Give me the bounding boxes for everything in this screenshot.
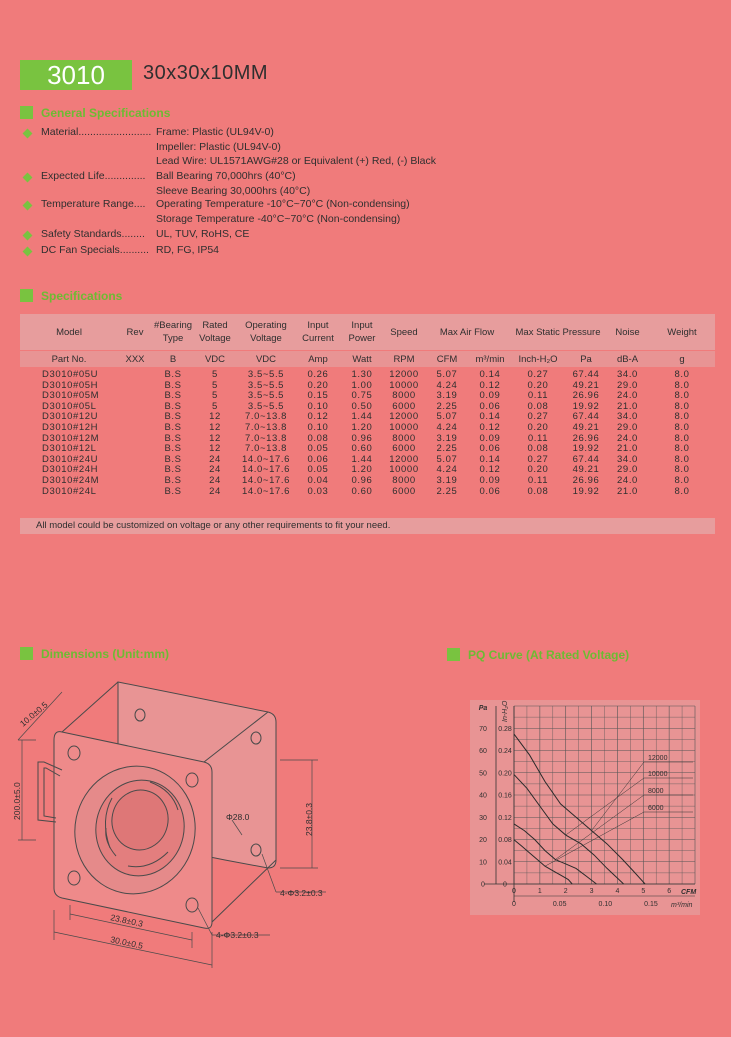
table-cell: 0.26 bbox=[307, 369, 329, 380]
table-cell: 67.44 bbox=[572, 369, 600, 380]
table-cell: 0.11 bbox=[527, 432, 549, 444]
table-cell: 49.21 bbox=[572, 464, 600, 476]
th-input-current: Input Current bbox=[296, 314, 340, 351]
x-tick-label: 2 bbox=[563, 888, 568, 895]
series-label: 10000 bbox=[648, 771, 668, 778]
customization-note bbox=[20, 518, 715, 534]
table-cell: 5.07 bbox=[436, 453, 458, 465]
part-number-cell: D3010#12M bbox=[42, 432, 100, 444]
unit-cell: g bbox=[649, 351, 715, 368]
part-number-cell: D3010#12L bbox=[42, 443, 97, 455]
table-cell: 8.0 bbox=[674, 485, 690, 497]
x-axis-label: CFM bbox=[681, 889, 697, 896]
unit-cell: VDC bbox=[194, 351, 236, 368]
dim-frame-width-label: 30.0±0.5 bbox=[109, 934, 144, 951]
table-cell: 0.09 bbox=[479, 474, 501, 486]
table-cell: 3.19 bbox=[436, 390, 458, 402]
table-cell: 8.0 bbox=[674, 369, 690, 380]
table-cell: 0.96 bbox=[351, 432, 373, 444]
table-cell: 0.14 bbox=[479, 411, 501, 423]
y-tick-label: 50 bbox=[479, 770, 487, 778]
table-cell bbox=[118, 402, 152, 413]
x-tick-label: 5 bbox=[641, 888, 646, 895]
y-tick-label: 20 bbox=[479, 837, 487, 844]
table-cell: 12000 bbox=[389, 453, 419, 465]
table-cell: 7.0~13.8 bbox=[244, 421, 288, 433]
table-cell: 10000 bbox=[389, 379, 419, 391]
spec-bullet-icon bbox=[23, 129, 33, 139]
table-cell: 14.0~17.6 bbox=[242, 474, 290, 486]
table-cell: 21.0 bbox=[617, 485, 638, 497]
y-tick-label: 40 bbox=[479, 792, 487, 800]
dim-horizontal-hole-pitch-label: 23.8±0.3 bbox=[109, 912, 144, 929]
x2-tick-label: 0.05 bbox=[552, 901, 567, 908]
table-cell: B.S bbox=[164, 390, 182, 402]
table-cell: B.S bbox=[164, 369, 182, 380]
table-cell: 67.44 bbox=[572, 453, 600, 465]
table-cell bbox=[118, 423, 152, 434]
pq-section-marker bbox=[447, 648, 460, 661]
table-header-row bbox=[20, 314, 715, 351]
y2-axis-label: In-H₂O bbox=[502, 700, 509, 722]
table-cell: 3.19 bbox=[436, 474, 458, 486]
x-tick-label: 4 bbox=[615, 888, 620, 895]
table-cell: 0.05 bbox=[307, 464, 329, 476]
table-cell: 5.07 bbox=[436, 411, 458, 423]
y-tick-label: 30 bbox=[479, 814, 487, 822]
part-number-cell: D3010#24H bbox=[42, 464, 99, 476]
table-cell: 0.09 bbox=[479, 390, 501, 402]
table-cell: 0.08 bbox=[307, 432, 329, 444]
table-cell: 8000 bbox=[392, 432, 416, 444]
table-cell bbox=[118, 412, 152, 423]
table-cell: 26.96 bbox=[572, 474, 600, 486]
unit-cell: Part No. bbox=[20, 351, 118, 368]
table-cell: 0.15 bbox=[307, 390, 329, 402]
th-rated-voltage: Rated Voltage bbox=[194, 314, 236, 351]
series-label: 8000 bbox=[648, 788, 664, 795]
table-cell: 3.5~5.5 bbox=[247, 400, 285, 412]
y2-tick-label: 0.12 bbox=[498, 814, 512, 822]
table-cell: 8.0 bbox=[674, 411, 690, 423]
table-cell: 19.92 bbox=[572, 400, 600, 412]
unit-cell: dB-A bbox=[606, 351, 649, 368]
table-cell: 0.12 bbox=[479, 379, 501, 391]
pq-chart bbox=[470, 700, 700, 915]
table-cell: 12 bbox=[209, 411, 221, 423]
y2-tick-label: 0.24 bbox=[498, 748, 512, 755]
table-cell: 8.0 bbox=[674, 432, 690, 444]
table-cell: 8.0 bbox=[674, 453, 690, 465]
dimensions-section-marker bbox=[20, 647, 33, 660]
x2-tick-label: 0.15 bbox=[644, 901, 658, 908]
th-weight: Weight bbox=[649, 314, 715, 351]
table-row bbox=[20, 423, 715, 434]
y-tick-label: 60 bbox=[479, 748, 487, 755]
table-cell: 5 bbox=[212, 379, 218, 391]
table-cell: 3.19 bbox=[436, 432, 458, 444]
table-cell: 10000 bbox=[389, 464, 419, 476]
spec-label: Safety Standards........ bbox=[41, 228, 145, 240]
series-label: 6000 bbox=[648, 805, 664, 812]
model-badge: 3010 bbox=[20, 60, 132, 90]
table-cell: 0.06 bbox=[479, 400, 501, 412]
y2-tick-label: 0.08 bbox=[498, 837, 512, 844]
table-cell: 8.0 bbox=[674, 474, 690, 486]
spec-value: Operating Temperature -10°C~70°C (Non-condensing) bbox=[156, 198, 410, 210]
table-cell bbox=[118, 444, 152, 455]
table-cell: 0.06 bbox=[479, 443, 501, 455]
table-cell: 0.20 bbox=[527, 421, 549, 433]
table-cell: B.S bbox=[164, 400, 182, 412]
table-cell: 0.03 bbox=[307, 485, 329, 497]
dimension-drawing bbox=[0, 670, 360, 970]
table-cell: 6000 bbox=[392, 400, 416, 412]
spec-value: RD, FG, IP54 bbox=[156, 244, 220, 256]
dim-vertical-hole-pitch-label: 23.8±0.3 bbox=[304, 802, 314, 836]
table-cell: 67.44 bbox=[572, 411, 600, 423]
table-cell: 0.60 bbox=[351, 485, 373, 497]
table-cell: 26.96 bbox=[572, 390, 600, 402]
table-cell: 0.96 bbox=[351, 474, 373, 486]
table-cell: 2.25 bbox=[436, 443, 458, 455]
table-cell: 0.27 bbox=[527, 411, 549, 423]
table-row bbox=[20, 487, 715, 498]
y-tick-label: 0 bbox=[481, 881, 485, 889]
table-cell: 0.50 bbox=[351, 400, 373, 412]
table-cell: 10000 bbox=[389, 421, 419, 433]
table-cell: 4.24 bbox=[436, 464, 458, 476]
table-cell: 0.12 bbox=[479, 421, 501, 433]
table-cell: 14.0~17.6 bbox=[242, 453, 290, 465]
table-cell: 8.0 bbox=[674, 443, 690, 455]
specs-section-title: Specifications bbox=[41, 289, 123, 303]
y-tick-label: 10 bbox=[479, 859, 487, 867]
table-cell: 8.0 bbox=[674, 464, 690, 476]
table-cell bbox=[118, 370, 152, 381]
table-cell: 12000 bbox=[389, 369, 419, 380]
table-cell: 0.12 bbox=[479, 464, 501, 476]
general-section-title: General Specifications bbox=[41, 106, 171, 120]
table-cell: 1.00 bbox=[351, 379, 373, 391]
table-cell: 49.21 bbox=[572, 421, 600, 433]
table-cell: 14.0~17.6 bbox=[242, 464, 290, 476]
spec-value: Storage Temperature -40°C~70°C (Non-condensing) bbox=[156, 212, 401, 225]
table-cell: 5.07 bbox=[436, 369, 458, 380]
table-cell: 29.0 bbox=[617, 379, 638, 391]
table-cell: 6000 bbox=[392, 443, 416, 455]
th-speed: Speed bbox=[384, 314, 424, 351]
part-number-cell: D3010#24L bbox=[42, 485, 97, 497]
table-cell: 24 bbox=[209, 453, 221, 465]
table-cell: 0.08 bbox=[527, 485, 549, 497]
part-number-cell: D3010#05L bbox=[42, 400, 97, 412]
part-number-cell: D3010#05U bbox=[42, 369, 99, 380]
spec-value: Lead Wire: UL1571AWG#28 or Equivalent (+) Red, (-) Black bbox=[156, 155, 437, 167]
table-cell: 8.0 bbox=[674, 421, 690, 433]
table-cell: 29.0 bbox=[617, 421, 638, 433]
series-label: 12000 bbox=[648, 755, 668, 762]
table-cell: 4.24 bbox=[436, 421, 458, 433]
table-cell: B.S bbox=[164, 443, 182, 455]
unit-cell: Inch-H₂O bbox=[510, 351, 566, 368]
table-cell: 8000 bbox=[392, 390, 416, 402]
table-cell: 8.0 bbox=[674, 379, 690, 391]
y2-tick-label: 0.04 bbox=[498, 859, 512, 867]
unit-cell: RPM bbox=[384, 351, 424, 368]
spec-bullet-icon bbox=[23, 201, 33, 211]
table-cell: 24 bbox=[209, 464, 221, 476]
table-cell: 0.14 bbox=[479, 453, 501, 465]
spec-label: DC Fan Specials.......... bbox=[41, 244, 149, 256]
y2-tick-label: 0.20 bbox=[498, 770, 512, 778]
y2-tick-label: 0.28 bbox=[498, 725, 512, 733]
table-cell: 8.0 bbox=[674, 390, 690, 402]
table-cell: B.S bbox=[164, 379, 182, 391]
spec-table bbox=[20, 314, 715, 497]
table-cell: 0.75 bbox=[351, 390, 373, 402]
table-cell: 5 bbox=[212, 400, 218, 412]
x-tick-label: 0 bbox=[512, 888, 516, 895]
table-cell: 0.20 bbox=[527, 464, 549, 476]
table-cell: 12 bbox=[209, 421, 221, 433]
model-size: 30x30x10MM bbox=[143, 62, 269, 84]
table-cell bbox=[118, 476, 152, 487]
dimensions-section-title: Dimensions (Unit:mm) bbox=[41, 647, 170, 661]
spec-value: Sleeve Bearing 30,000hrs (40°C) bbox=[156, 184, 311, 197]
table-cell: 0.20 bbox=[307, 379, 329, 391]
table-cell: 34.0 bbox=[617, 453, 638, 465]
th-noise: Noise bbox=[606, 314, 649, 351]
table-cell: 24.0 bbox=[617, 390, 638, 402]
table-units-row bbox=[20, 351, 715, 368]
table-cell: 0.14 bbox=[479, 369, 501, 380]
table-cell: 0.11 bbox=[527, 474, 549, 486]
y2-tick-label: 0.16 bbox=[498, 792, 512, 800]
table-cell: 2.25 bbox=[436, 400, 458, 412]
th-input-power: Input Power bbox=[340, 314, 384, 351]
table-cell: 3.5~5.5 bbox=[247, 369, 285, 380]
dim-depth-label: 10.0±0.5 bbox=[17, 699, 50, 729]
spec-label: Material......................... bbox=[41, 126, 152, 138]
table-cell: 7.0~13.8 bbox=[244, 443, 288, 455]
table-cell: 2.25 bbox=[436, 485, 458, 497]
x-tick-label: 1 bbox=[537, 888, 542, 895]
table-cell: 0.04 bbox=[307, 474, 329, 486]
unit-cell: Watt bbox=[340, 351, 384, 368]
part-number-cell: D3010#24M bbox=[42, 474, 100, 486]
x2-tick-label: 0 bbox=[512, 901, 516, 908]
table-cell: 7.0~13.8 bbox=[244, 432, 288, 444]
table-cell: 49.21 bbox=[572, 379, 600, 391]
part-number-cell: D3010#12U bbox=[42, 411, 99, 423]
table-cell bbox=[118, 434, 152, 445]
table-cell: 0.10 bbox=[307, 421, 329, 433]
table-cell bbox=[118, 465, 152, 476]
table-cell: 5 bbox=[212, 390, 218, 402]
unit-cell: Pa bbox=[566, 351, 606, 368]
table-cell: 24.0 bbox=[617, 474, 638, 486]
dim-back-hole-label: 4-Φ3.2±0.3 bbox=[280, 888, 323, 898]
spec-label: Expected Life.............. bbox=[41, 170, 146, 182]
table-cell bbox=[118, 391, 152, 402]
pq-section-title: PQ Curve (At Rated Voltage) bbox=[468, 648, 630, 662]
table-cell: B.S bbox=[164, 432, 182, 444]
table-cell: 1.20 bbox=[351, 421, 373, 433]
table-cell: 24 bbox=[209, 474, 221, 486]
table-row bbox=[20, 476, 715, 487]
dim-front-hole-label: 4-Φ3.2±0.3 bbox=[216, 930, 259, 940]
part-number-cell: D3010#05M bbox=[42, 390, 100, 402]
table-cell: 26.96 bbox=[572, 432, 600, 444]
th-rev: Rev bbox=[118, 314, 152, 351]
table-cell: 12000 bbox=[389, 411, 419, 423]
table-cell: 0.27 bbox=[527, 453, 549, 465]
spec-bullet-icon bbox=[23, 231, 33, 241]
table-cell: 0.20 bbox=[527, 379, 549, 391]
th-max-air-flow: Max Air Flow bbox=[424, 314, 510, 351]
table-cell: 8000 bbox=[392, 474, 416, 486]
part-number-cell: D3010#05H bbox=[42, 379, 99, 391]
th-model: Model bbox=[20, 314, 118, 351]
table-cell: 3.5~5.5 bbox=[247, 390, 285, 402]
unit-cell: VDC bbox=[236, 351, 296, 368]
unit-cell: XXX bbox=[118, 351, 152, 368]
table-cell: B.S bbox=[164, 485, 182, 497]
table-cell: 34.0 bbox=[617, 411, 638, 423]
spec-value: UL, TUV, RoHS, CE bbox=[156, 228, 250, 240]
specs-section-marker bbox=[20, 289, 33, 302]
table-cell: 19.92 bbox=[572, 485, 600, 497]
table-cell: 12 bbox=[209, 443, 221, 455]
table-cell: 0.11 bbox=[527, 390, 549, 402]
unit-cell: m³/min bbox=[470, 351, 510, 368]
table-cell: 21.0 bbox=[617, 400, 638, 412]
table-cell bbox=[118, 455, 152, 466]
table-cell: 0.08 bbox=[527, 400, 549, 412]
table-cell: 0.12 bbox=[307, 411, 329, 423]
table-row bbox=[20, 370, 715, 381]
table-cell: 4.24 bbox=[436, 379, 458, 391]
table-cell: 29.0 bbox=[617, 464, 638, 476]
x2-tick-label: 0.10 bbox=[598, 901, 613, 908]
table-cell: 14.0~17.6 bbox=[242, 485, 290, 497]
table-cell: B.S bbox=[164, 474, 182, 486]
table-cell: 6000 bbox=[392, 485, 416, 497]
table-cell: B.S bbox=[164, 411, 182, 423]
general-section-marker bbox=[20, 106, 33, 119]
spec-bullet-icon bbox=[23, 247, 33, 257]
table-cell: 0.27 bbox=[527, 369, 549, 380]
part-number-cell: D3010#12H bbox=[42, 421, 99, 433]
table-cell: 0.09 bbox=[479, 432, 501, 444]
table-cell: 21.0 bbox=[617, 443, 638, 455]
table-cell: 3.5~5.5 bbox=[247, 379, 285, 391]
table-cell: 1.44 bbox=[351, 411, 373, 423]
table-cell: 0.60 bbox=[351, 443, 373, 455]
spec-value: Frame: Plastic (UL94V-0) bbox=[156, 126, 274, 138]
table-cell: 1.30 bbox=[351, 369, 373, 380]
table-cell bbox=[118, 487, 152, 498]
table-cell: 0.05 bbox=[307, 443, 329, 455]
table-cell: 1.44 bbox=[351, 453, 373, 465]
table-cell: 19.92 bbox=[572, 443, 600, 455]
th-operating-voltage: Operating Voltage bbox=[236, 314, 296, 351]
unit-cell: B bbox=[152, 351, 194, 368]
table-cell: 0.08 bbox=[527, 443, 549, 455]
y-axis-label: Pa bbox=[478, 705, 488, 712]
note-text: All model could be customized on voltage or any other requirements to fit your need. bbox=[36, 520, 391, 531]
spec-bullet-icon bbox=[23, 173, 33, 183]
table-cell: B.S bbox=[164, 421, 182, 433]
table-cell: 1.20 bbox=[351, 464, 373, 476]
spec-value: Ball Bearing 70,000hrs (40°C) bbox=[156, 170, 296, 182]
table-cell: 12 bbox=[209, 432, 221, 444]
table-cell: 34.0 bbox=[617, 369, 638, 380]
table-cell: 24.0 bbox=[617, 432, 638, 444]
y2-tick-label: 0 bbox=[503, 881, 507, 889]
spec-value: Impeller: Plastic (UL94V-0) bbox=[156, 140, 281, 153]
dim-wire-length-label: 200.0±5.0 bbox=[12, 782, 22, 820]
x-tick-label: 3 bbox=[589, 888, 594, 895]
table-cell: B.S bbox=[164, 453, 182, 465]
table-cell: B.S bbox=[164, 464, 182, 476]
part-number-cell: D3010#24U bbox=[42, 453, 99, 465]
table-cell: 0.06 bbox=[307, 453, 329, 465]
x-tick-label: 6 bbox=[667, 888, 672, 895]
table-cell: 24 bbox=[209, 485, 221, 497]
table-cell bbox=[118, 381, 152, 392]
table-cell: 5 bbox=[212, 369, 218, 380]
y-tick-label: 70 bbox=[479, 725, 487, 733]
spec-label: Temperature Range.... bbox=[41, 198, 146, 210]
dim-hub-diameter-label: Φ28.0 bbox=[226, 812, 250, 822]
th-max-static-pressure: Max Static Pressure bbox=[510, 314, 606, 351]
th-bearing: #Bearing Type bbox=[152, 314, 194, 351]
unit-cell: Amp bbox=[296, 351, 340, 368]
table-cell: 7.0~13.8 bbox=[244, 411, 288, 423]
x2-axis-label: m³/min bbox=[671, 902, 693, 909]
table-cell: 8.0 bbox=[674, 400, 690, 412]
table-cell: 0.06 bbox=[479, 485, 501, 497]
unit-cell: CFM bbox=[424, 351, 470, 368]
table-cell: 0.10 bbox=[307, 400, 329, 412]
